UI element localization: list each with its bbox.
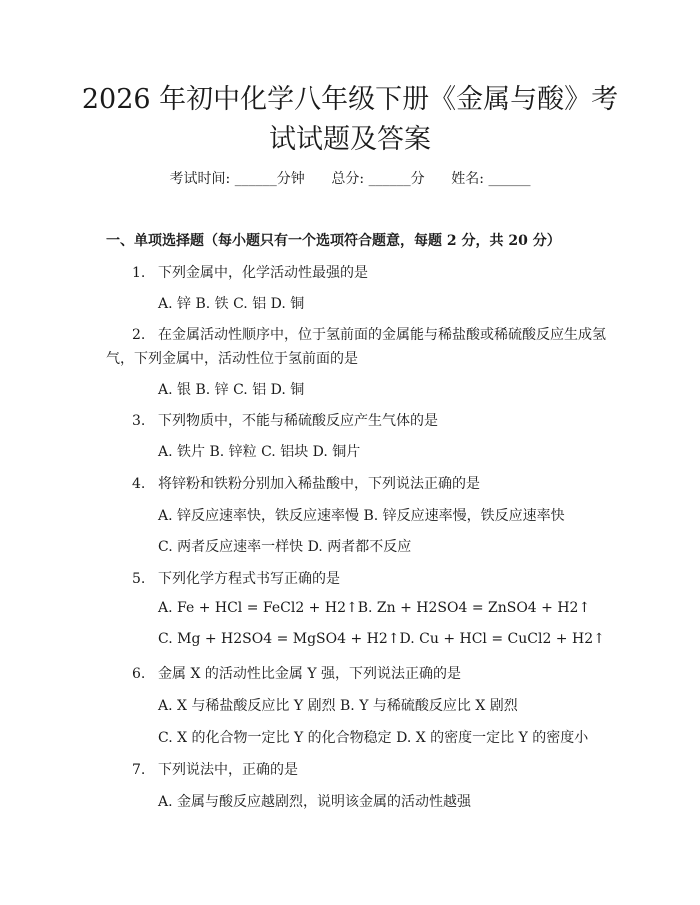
page-title: [60, 80, 640, 160]
question-5-options-cd: C. Mg + H2SO4 = MgSO4 + H2↑D. Cu + HCl = CuCl2 + H2↑: [158, 631, 605, 647]
question-3-options: A. 铁片 B. 锌粒 C. 铝块 D. 铜片: [158, 444, 361, 460]
question-6-options-ab: A. X 与稀盐酸反应比 Y 剧烈 B. Y 与稀硫酸反应比 X 剧烈: [158, 698, 518, 714]
question-text: 下列说法中，正确的是: [158, 762, 298, 778]
question-2: [132, 324, 606, 344]
question-4-options-cd: C. 两者反应速率一样快 D. 两者都不反应: [158, 539, 412, 555]
question-text: 将锌粉和铁粉分别加入稀盐酸中，下列说法正确的是: [158, 476, 480, 492]
question-number: 6.: [132, 666, 146, 682]
question-number: 7.: [132, 762, 146, 778]
exam-meta: 考试时间: ______分钟 总分: ______分 姓名: ______: [169, 171, 531, 187]
question-2-options: A. 银 B. 锌 C. 铝 D. 铜: [158, 382, 305, 398]
section-heading: 一、单项选择题（每小题只有一个选项符合题意，每题 2 分，共 20 分）: [106, 233, 561, 249]
question-1: [132, 262, 368, 282]
question-text: 在金属活动性顺序中，位于氢前面的金属能与稀盐酸或稀硫酸反应生成氢: [158, 327, 606, 343]
question-1-options: A. 锌 B. 铁 C. 铝 D. 铜: [158, 296, 305, 312]
question-text: 下列化学方程式书写正确的是: [158, 571, 340, 587]
question-4-options-ab: A. 锌反应速率快，铁反应速率慢 B. 锌反应速率慢，铁反应速率快: [158, 508, 565, 524]
question-number: 4.: [132, 476, 146, 492]
question-number: 5.: [132, 571, 146, 587]
question-text: 下列物质中，不能与稀硫酸反应产生气体的是: [158, 413, 438, 429]
question-6: [132, 663, 461, 683]
question-text: 金属 X 的活动性比金属 Y 强，下列说法正确的是: [158, 666, 462, 682]
question-2-continued: 气，下列金属中，活动性位于氢前面的是: [106, 351, 358, 367]
title-line-1: 2026 年初中化学八年级下册《金属与酸》考: [81, 84, 619, 115]
question-5: [132, 568, 340, 588]
question-6-options-cd: C. X 的化合物一定比 Y 的化合物稳定 D. X 的密度一定比 Y 的密度小: [158, 730, 589, 746]
question-5-options-ab: A. Fe + HCl = FeCl2 + H2↑B. Zn + H2SO4 = ZnSO4 + H2↑: [158, 600, 591, 616]
question-number: 1.: [132, 265, 146, 281]
question-7: [132, 759, 298, 779]
title-line-2: 试试题及答案: [269, 124, 431, 155]
question-3: [132, 410, 438, 430]
question-text: 下列金属中，化学活动性最强的是: [158, 265, 368, 281]
question-7-option-a: A. 金属与酸反应越剧烈，说明该金属的活动性越强: [158, 794, 472, 810]
question-4: [132, 473, 480, 493]
question-number: 3.: [132, 413, 146, 429]
question-number: 2.: [132, 327, 146, 343]
